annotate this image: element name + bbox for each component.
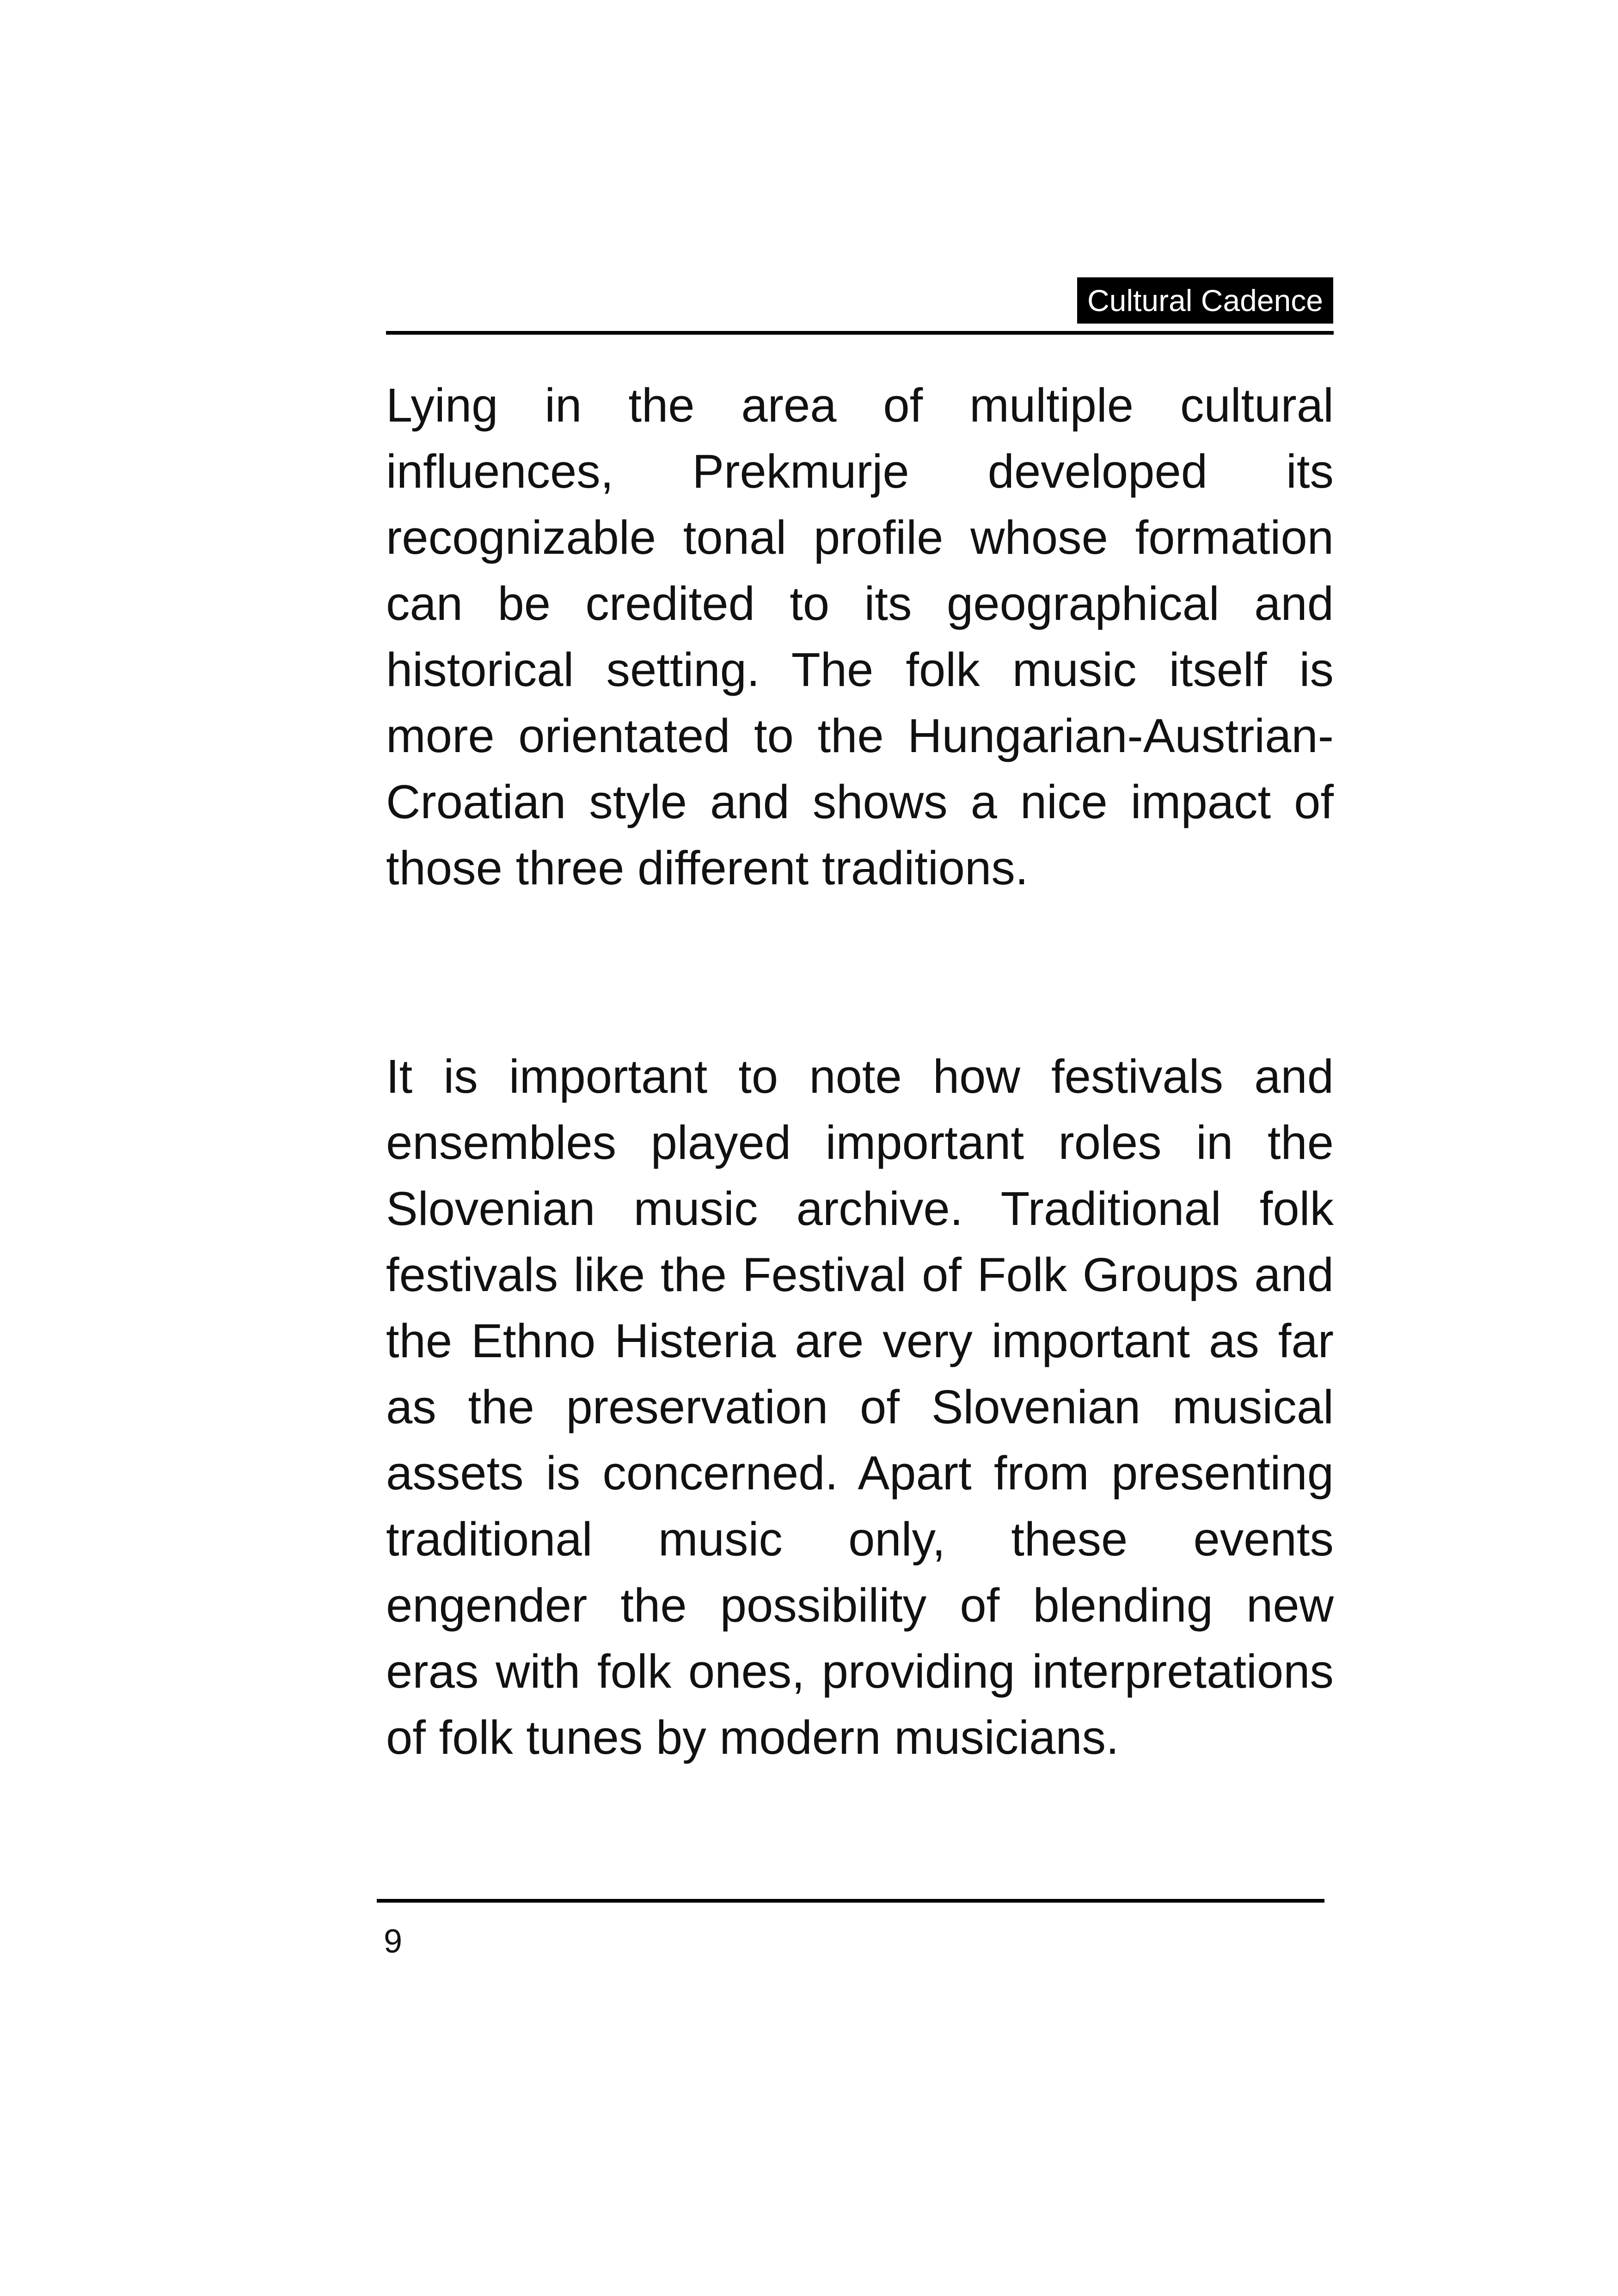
paragraph-prekmurje: Lying in the area of multiple cultural influences, Prekmurje developed its recognizable tonal profile whose formation can be credited to its geographical and historical setting. The folk music itself is more orientated to the Hungarian-Austrian-Croatian style and shows a nice impact of those three different traditions. bbox=[386, 379, 1334, 894]
page-number: 9 bbox=[384, 1923, 403, 1960]
running-header-title: Cultural Cadence bbox=[1077, 277, 1333, 324]
footer-divider bbox=[377, 1899, 1324, 1903]
paragraph-festivals: It is important to note how festivals and ensembles played important roles in the Slovenian music archive. Traditional folk festivals like the Festival of Folk Groups and the Ethno Histeria are very important as far as the preservation of Slovenian musical assets is concerned. Apart from presenting traditional music only, these events engender the possibility of blending new eras with folk ones, providing interpretations of folk tunes by modern musicians. bbox=[386, 1050, 1334, 1764]
header-divider bbox=[386, 331, 1334, 335]
